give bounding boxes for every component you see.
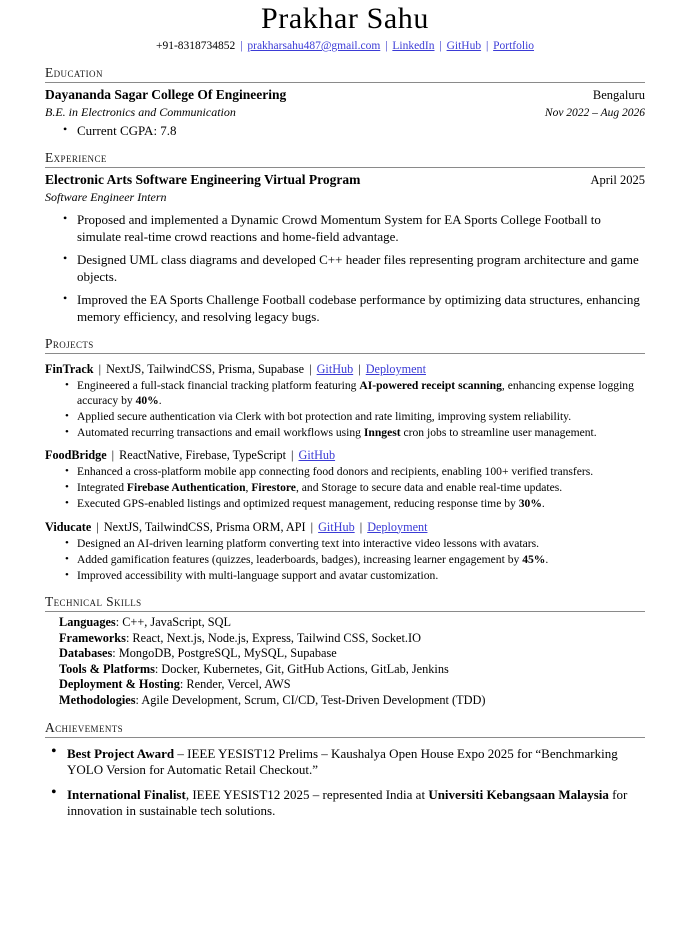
- project-github-link[interactable]: GitHub: [316, 362, 354, 376]
- skill-values: : Agile Development, Scrum, CI/CD, Test-Driven Development (TDD): [135, 692, 486, 707]
- github-link[interactable]: GitHub: [446, 40, 482, 52]
- section-title-technical-skills: Technical Skills: [45, 594, 142, 609]
- education-location: Bengaluru: [592, 88, 645, 102]
- skill-values: : C++, JavaScript, SQL: [115, 615, 232, 629]
- section-title-experience: Experience: [45, 150, 107, 165]
- email-link[interactable]: prakharsahu487@gmail.com: [247, 40, 381, 52]
- list-item: [65, 379, 645, 408]
- body-text: .: [158, 393, 162, 407]
- project-deployment-link[interactable]: Deployment: [367, 519, 428, 534]
- project-github-link[interactable]: GitHub: [318, 519, 355, 534]
- project-bullet-list: [65, 537, 645, 584]
- emphasis-text: AI-powered receipt scanning: [359, 379, 502, 392]
- contact-line: [45, 39, 645, 54]
- skill-values: : Render, Vercel, AWS: [179, 677, 291, 692]
- education-entry: [45, 86, 645, 139]
- body-text: Added gamification features (quizzes, leaderboards, badges), increasing learner engagement by: [77, 552, 523, 566]
- emphasis-text: 40%: [135, 393, 159, 407]
- emphasis-text: International Finalist: [67, 786, 186, 802]
- experience-row-secondary: [45, 189, 645, 205]
- section-projects: [45, 336, 645, 583]
- project-separator: |: [93, 519, 102, 534]
- linkedin-link[interactable]: LinkedIn: [392, 40, 435, 52]
- skill-values: : MongoDB, PostgreSQL, MySQL, Supabase: [112, 646, 337, 661]
- experience-company: Electronic Arts Software Engineering Virtual Program: [45, 172, 361, 187]
- project-separator: |: [108, 448, 118, 462]
- project-separator: |: [306, 362, 315, 376]
- project-entry: [45, 361, 645, 440]
- list-item: [65, 426, 645, 441]
- project-deployment-link[interactable]: Deployment: [365, 362, 426, 376]
- experience-row-primary: [45, 171, 645, 189]
- section-title-achievements: Achievements: [45, 719, 124, 735]
- list-item: • Designed UML class diagrams and developed C++ header files representing program architecture and game objects.: [63, 251, 645, 285]
- education-school: Dayananda Sagar College Of Engineering: [45, 87, 287, 102]
- list-item: • Current CGPA: 7.8: [63, 122, 645, 139]
- skill-line: [59, 662, 645, 678]
- section-experience: [45, 150, 645, 325]
- section-rule: [45, 167, 645, 168]
- skill-values: : React, Next.js, Node.js, Express, Tailwind CSS, Socket.IO: [125, 630, 421, 645]
- project-separator: |: [307, 519, 317, 534]
- project-separator: |: [95, 362, 105, 376]
- skill-values: : Docker, Kubernetes, Git, GitHub Actions, GitLab, Jenkins: [154, 661, 449, 676]
- portfolio-link[interactable]: Portfolio: [493, 40, 535, 52]
- body-text: – IEEE YESIST12 Prelims – Kaushalya Open House Expo 2025 for “Benchmarking YOLO Version for Automatic Retail Checkout.”: [67, 745, 618, 778]
- body-text: cron jobs to streamline user management.: [400, 425, 597, 439]
- education-dates: Nov 2022 – Aug 2026: [544, 107, 645, 119]
- projects-container: [45, 361, 645, 583]
- education-bullet-list: [63, 122, 645, 139]
- skill-line: [59, 677, 645, 693]
- experience-date: April 2025: [590, 173, 645, 187]
- body-text: .: [541, 497, 545, 510]
- phone-text: +91-8318734852: [155, 40, 236, 52]
- section-education: [45, 65, 645, 139]
- list-item: [65, 553, 645, 568]
- education-degree: B.E. in Electronics and Communication: [45, 105, 236, 119]
- project-name: FinTrack: [45, 362, 94, 376]
- experience-bullet-list: [63, 211, 645, 325]
- project-header: [45, 361, 645, 377]
- skill-category-label: Methodologies: [59, 692, 136, 707]
- project-stack: NextJS, TailwindCSS, Prisma ORM, API: [103, 519, 306, 534]
- skill-category-label: Deployment & Hosting: [59, 677, 180, 692]
- body-text: Executed GPS-enabled listings and optimized request management, reducing response time by: [77, 497, 519, 510]
- contact-separator: |: [385, 40, 388, 52]
- list-item: [51, 787, 645, 820]
- section-rule: [45, 82, 645, 83]
- emphasis-text: 30%: [518, 497, 542, 510]
- emphasis-text: Best Project Award: [67, 745, 175, 761]
- body-text: Integrated: [77, 481, 127, 494]
- education-row-secondary: [45, 104, 645, 121]
- list-item: [65, 481, 645, 496]
- emphasis-text: Inngest: [363, 425, 401, 439]
- project-bullet-list: [65, 465, 645, 512]
- list-item: [65, 537, 645, 552]
- section-title-education: Education: [45, 65, 103, 80]
- body-text: Engineered a full-stack financial tracking platform featuring: [77, 379, 360, 392]
- project-bullet-list: [65, 379, 645, 440]
- emphasis-text: Universiti Kebangsaan Malaysia: [428, 786, 609, 802]
- skill-line: [59, 615, 645, 631]
- project-github-link[interactable]: GitHub: [298, 448, 336, 462]
- body-text: for innovation in sustainable tech solutions.: [67, 786, 628, 819]
- body-text: Applied secure authentication via Clerk with bot protection and rate limiting, improving system reliability.: [77, 409, 572, 423]
- section-technical-skills: [45, 594, 645, 709]
- contact-separator: |: [240, 40, 243, 52]
- project-stack: NextJS, TailwindCSS, Prisma, Supabase: [106, 362, 305, 376]
- list-item: [65, 497, 645, 512]
- experience-entry: [45, 171, 645, 325]
- page-title: Prakhar Sahu: [261, 2, 429, 35]
- section-title-projects: Projects: [45, 336, 94, 351]
- project-entry: [45, 447, 645, 512]
- section-achievements: [45, 720, 645, 820]
- project-separator: |: [355, 362, 364, 376]
- project-entry: [45, 519, 645, 584]
- project-header: [45, 519, 645, 535]
- list-item: • Improved the EA Sports Challenge Football codebase performance by optimizing data structures, enhancing memory efficiency, and resolving legacy bugs.: [63, 291, 645, 325]
- body-text: , enhancing expense logging accuracy by: [77, 379, 634, 407]
- body-text: Enhanced a cross-platform mobile app connecting food donors and recipients, enabling 100+ verified transfers.: [77, 465, 594, 478]
- list-item: • Proposed and implemented a Dynamic Crowd Momentum System for EA Sports College Football to simulate real-time crowd reactions and home-field advantage.: [63, 211, 645, 245]
- project-name: Viducate: [45, 519, 92, 534]
- achievements-list: [51, 746, 645, 820]
- experience-role: Software Engineer Intern: [45, 190, 167, 204]
- body-text: , IEEE YESIST12 2025 – represented India at: [185, 786, 429, 802]
- contact-separator: |: [439, 40, 442, 52]
- skill-line: [59, 693, 645, 709]
- project-separator: |: [356, 519, 366, 534]
- skill-line: [59, 631, 645, 647]
- skill-category-label: Frameworks: [59, 630, 126, 645]
- section-rule: [45, 611, 645, 612]
- emphasis-text: Firebase Authentication: [126, 481, 246, 494]
- skill-category-label: Tools & Platforms: [59, 661, 155, 676]
- body-text: Improved accessibility with multi-language support and avatar customization.: [77, 568, 439, 582]
- section-rule: [45, 353, 645, 354]
- list-item: [65, 410, 645, 425]
- education-row-primary: [45, 86, 645, 104]
- skill-line: [59, 646, 645, 662]
- section-rule: [45, 737, 645, 738]
- list-item: [65, 465, 645, 480]
- skills-container: [59, 615, 645, 709]
- skill-category-label: Databases: [59, 646, 113, 661]
- contact-separator: |: [485, 40, 489, 52]
- emphasis-text: Firestore: [251, 481, 296, 494]
- body-text: , and Storage to secure data and enable real-time updates.: [295, 481, 563, 494]
- project-header: [45, 447, 645, 463]
- project-name: FoodBridge: [45, 448, 107, 462]
- project-separator: |: [287, 448, 297, 462]
- body-text: .: [545, 552, 549, 566]
- list-item: [65, 569, 645, 584]
- body-text: ,: [245, 481, 252, 494]
- project-stack: ReactNative, Firebase, TypeScript: [119, 448, 286, 462]
- body-text: Automated recurring transactions and email workflows using: [77, 425, 364, 439]
- emphasis-text: 45%: [522, 552, 546, 566]
- body-text: Designed an AI-driven learning platform converting text into interactive video lessons with avatars.: [77, 536, 540, 550]
- list-item: [51, 746, 645, 779]
- skill-category-label: Languages: [59, 615, 116, 629]
- resume-header: [45, 0, 645, 54]
